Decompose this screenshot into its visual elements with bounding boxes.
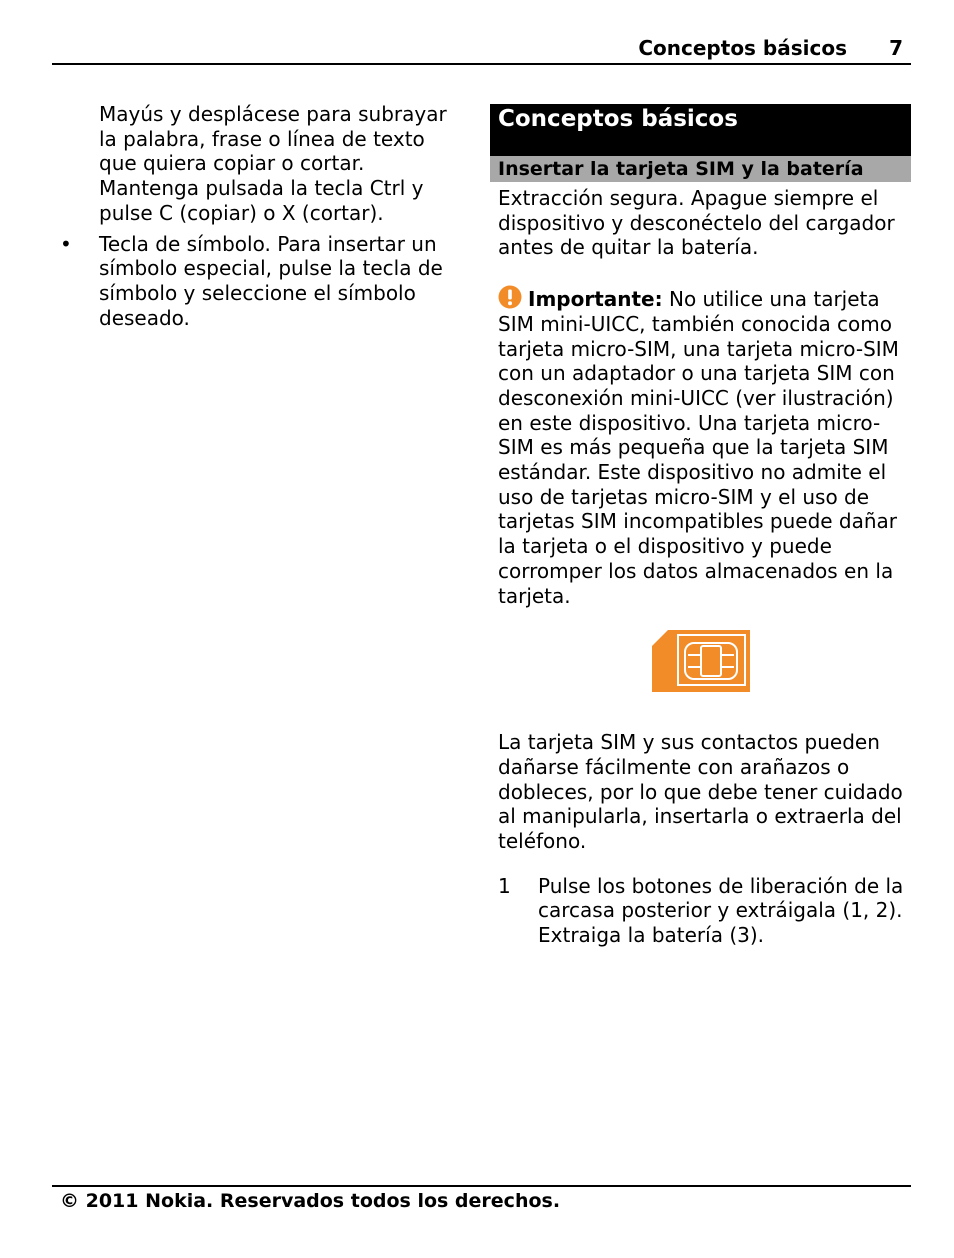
step-text: Pulse los botones de liberación de la carcasa posterior y extráigala (1, 2). Extraiga la batería (3).	[538, 873, 904, 948]
important-notice	[490, 285, 911, 608]
right-column	[490, 104, 911, 948]
left-column	[60, 102, 465, 330]
sim-card-icon	[652, 630, 750, 692]
step-number: 1	[498, 873, 511, 898]
continued-paragraph: Mayús y desplácese para subrayar la palabra, frase o línea de texto que quiera copiar o cortar. Mantenga pulsada la tecla Ctrl y pulse C (copiar) o X (cortar).	[99, 102, 447, 225]
header-section-title: Conceptos básicos	[638, 36, 847, 60]
page-header	[52, 36, 911, 65]
bullet-mark: •	[60, 231, 72, 256]
bullet-text: Tecla de símbolo. Para insertar un símbolo especial, pulse la tecla de símbolo y seleccione el símbolo deseado.	[99, 231, 443, 330]
subsection-heading: Insertar la tarjeta SIM y la batería	[490, 156, 911, 182]
safety-paragraph: Extracción segura. Apague siempre el dispositivo y desconéctelo del cargador antes de quitar la batería.	[498, 186, 895, 260]
important-text: No utilice una tarjeta SIM mini-UICC, también conocida como tarjeta micro-SIM, una tarjeta micro-SIM con un adaptador o una tarjeta SIM con desconexión mini-UICC (ver ilustración) en este dispositivo. Una tarjeta micro-SIM es más pequeña que la tarjeta SIM estándar. Este dispositivo no admite el uso de tarjetas micro-SIM y el uso de tarjetas SIM incompatibles puede dañar la tarjeta o el dispositivo y puede corromper los datos almacenados en la tarjeta.	[498, 287, 899, 608]
section-heading: Conceptos básicos	[490, 104, 911, 156]
sim-illustration	[490, 630, 911, 708]
page-footer	[52, 1185, 911, 1212]
list-item	[60, 232, 465, 331]
list-item	[490, 874, 911, 948]
copyright-notice: © 2011 Nokia. Reservados todos los derechos.	[60, 1190, 561, 1212]
warning-icon	[498, 285, 522, 309]
sim-care-paragraph: La tarjeta SIM y sus contactos pueden dañarse fácilmente con arañazos o dobleces, por lo que debe tener cuidado al manipularla, insertarla o extraerla del teléfono.	[498, 730, 903, 854]
page-number: 7	[889, 36, 903, 60]
important-label: Importante:	[528, 287, 663, 312]
